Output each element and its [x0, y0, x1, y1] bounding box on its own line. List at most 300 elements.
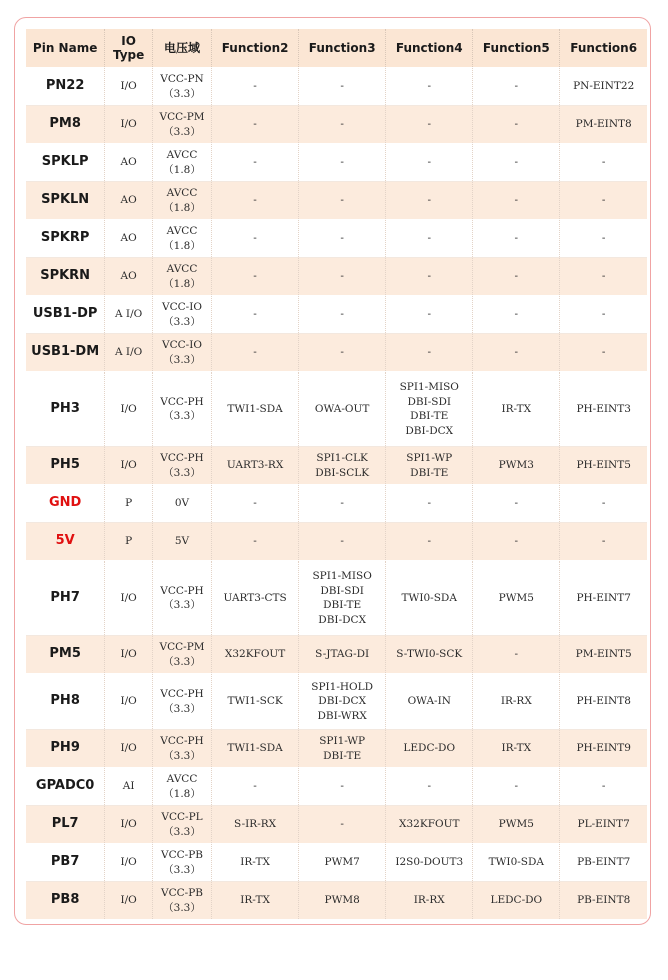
- cell-function2: [212, 768, 299, 806]
- function-signal: TWI0-SDA: [488, 856, 544, 869]
- cell-function2: [212, 334, 299, 372]
- cell-function2: [212, 674, 299, 730]
- cell-function6: [560, 182, 647, 220]
- table-row: [26, 182, 647, 220]
- function-signal: -: [601, 156, 606, 169]
- cell-function4: [386, 258, 473, 296]
- table-row: [26, 296, 647, 334]
- voltage-domain-level: （1.8）: [163, 239, 201, 252]
- cell-function3: [299, 882, 386, 920]
- function-signal: IR-RX: [413, 894, 445, 907]
- function-signal: DBI-SDI: [407, 395, 452, 408]
- cell-io-type: AO: [105, 144, 153, 182]
- cell-pin-name: USB1-DP: [26, 296, 105, 334]
- cell-function6: [560, 372, 647, 447]
- function-signal: -: [253, 118, 257, 131]
- cell-function4: [386, 730, 473, 768]
- function-signal: -: [514, 497, 519, 510]
- voltage-domain-name: VCC-PM: [159, 111, 205, 123]
- voltage-domain-name: AVCC: [166, 149, 198, 161]
- function-signal: DBI-SDI: [320, 584, 364, 597]
- cell-function6: [560, 844, 647, 882]
- voltage-domain-level: （3.3）: [163, 702, 201, 715]
- voltage-domain-level: （1.8）: [163, 277, 201, 290]
- voltage-domain-name: VCC-PH: [160, 584, 204, 597]
- cell-voltage-domain: [152, 674, 211, 730]
- table-row: [26, 674, 647, 730]
- voltage-domain-level: （3.3）: [163, 353, 201, 366]
- function-signal: SPI1-WP: [319, 735, 366, 747]
- table-row: [26, 806, 647, 844]
- cell-function4: [386, 220, 473, 258]
- pin-table-card: [14, 17, 651, 925]
- cell-function6: [560, 296, 647, 334]
- cell-voltage-domain: [152, 106, 211, 144]
- cell-voltage-domain: [152, 220, 211, 258]
- function-signal: PB-EINT7: [577, 856, 631, 869]
- function-signal: PB-EINT8: [577, 894, 631, 907]
- table-row: [26, 730, 647, 768]
- function-signal: I2S0-DOUT3: [395, 856, 464, 869]
- voltage-domain-level: （3.3）: [163, 87, 201, 100]
- voltage-domain-level: （3.3）: [163, 125, 201, 138]
- cell-function2: [212, 636, 299, 674]
- cell-function3: [299, 144, 386, 182]
- function-signal: -: [601, 346, 606, 359]
- header-io-type: IO Type: [105, 29, 153, 68]
- cell-function2: [212, 447, 299, 485]
- cell-voltage-domain: [152, 523, 211, 561]
- function-signal: -: [253, 270, 257, 283]
- cell-function2: [212, 258, 299, 296]
- cell-pin-name: SPKRP: [26, 220, 105, 258]
- voltage-domain-level: （3.3）: [163, 315, 201, 328]
- cell-function6: [560, 485, 647, 523]
- function-signal: UART3-RX: [226, 459, 284, 472]
- function-signal: UART3-CTS: [223, 591, 287, 604]
- cell-function4: [386, 561, 473, 636]
- function-signal: SPI1-CLK: [316, 452, 368, 464]
- cell-io-type: AI: [105, 768, 153, 806]
- cell-io-type: I/O: [105, 674, 153, 730]
- function-signal: LEDC-DO: [403, 742, 456, 755]
- function-signal: -: [340, 818, 344, 831]
- cell-function5: [473, 882, 560, 920]
- table-row: [26, 447, 647, 485]
- cell-voltage-domain: [152, 485, 211, 523]
- cell-function3: [299, 296, 386, 334]
- cell-function5: [473, 806, 560, 844]
- function-signal: PH-EINT9: [576, 742, 631, 755]
- cell-function3: [299, 844, 386, 882]
- function-signal: PN-EINT22: [573, 80, 635, 93]
- cell-function5: [473, 334, 560, 372]
- cell-function5: [473, 447, 560, 485]
- function-signal: PWM8: [324, 894, 360, 907]
- voltage-domain-level: （3.3）: [163, 466, 201, 479]
- cell-function5: [473, 220, 560, 258]
- function-signal: -: [253, 535, 257, 548]
- function-signal: -: [514, 780, 519, 793]
- function-signal: -: [253, 308, 257, 321]
- function-signal: -: [253, 346, 257, 359]
- cell-function4: [386, 636, 473, 674]
- cell-function5: [473, 523, 560, 561]
- cell-voltage-domain: [152, 806, 211, 844]
- cell-function3: [299, 561, 386, 636]
- function-signal: -: [427, 270, 432, 283]
- header-voltage-domain: 电压域: [152, 29, 211, 68]
- function-signal: IR-TX: [240, 856, 270, 869]
- function-signal: -: [514, 270, 519, 283]
- cell-function3: [299, 636, 386, 674]
- function-signal: PWM3: [498, 459, 534, 472]
- cell-pin-name: PB8: [26, 882, 105, 920]
- cell-function5: [473, 636, 560, 674]
- cell-io-type: P: [105, 523, 153, 561]
- cell-function3: [299, 806, 386, 844]
- function-signal: LEDC-DO: [490, 894, 543, 907]
- table-row: [26, 258, 647, 296]
- voltage-domain-level: （3.3）: [163, 863, 201, 876]
- function-signal: -: [340, 780, 344, 793]
- function-signal: TWI1-SCK: [227, 695, 283, 708]
- cell-function5: [473, 730, 560, 768]
- function-signal: DBI-DCX: [405, 424, 454, 437]
- cell-io-type: I/O: [105, 636, 153, 674]
- cell-function4: [386, 296, 473, 334]
- function-signal: PWM5: [498, 818, 534, 831]
- cell-function3: [299, 68, 386, 106]
- cell-pin-name: PM5: [26, 636, 105, 674]
- cell-voltage-domain: [152, 844, 211, 882]
- cell-function6: [560, 144, 647, 182]
- voltage-domain-name: AVCC: [166, 773, 198, 785]
- cell-function4: [386, 372, 473, 447]
- cell-io-type: A I/O: [105, 334, 153, 372]
- cell-io-type: I/O: [105, 844, 153, 882]
- cell-function3: [299, 447, 386, 485]
- function-signal: PM-EINT5: [575, 648, 632, 661]
- table-row: [26, 106, 647, 144]
- table-row: [26, 561, 647, 636]
- function-signal: -: [427, 80, 432, 93]
- function-signal: -: [427, 232, 432, 245]
- cell-function2: [212, 296, 299, 334]
- cell-voltage-domain: [152, 144, 211, 182]
- cell-pin-name: PB7: [26, 844, 105, 882]
- function-signal: -: [514, 232, 519, 245]
- cell-function6: [560, 674, 647, 730]
- cell-function3: [299, 334, 386, 372]
- function-signal: -: [601, 535, 606, 548]
- function-signal: IR-TX: [240, 894, 270, 907]
- function-signal: DBI-DCX: [318, 613, 367, 626]
- cell-voltage-domain: [152, 334, 211, 372]
- cell-function2: [212, 561, 299, 636]
- function-signal: IR-RX: [500, 695, 532, 708]
- cell-function2: [212, 106, 299, 144]
- function-signal: -: [340, 156, 344, 169]
- cell-io-type: AO: [105, 220, 153, 258]
- cell-io-type: I/O: [105, 68, 153, 106]
- function-signal: SPI1-HOLD: [311, 680, 374, 693]
- voltage-domain-name: VCC-IO: [162, 301, 202, 313]
- table-row: [26, 882, 647, 920]
- function-signal: PWM7: [324, 856, 360, 869]
- function-signal: -: [340, 80, 344, 93]
- cell-voltage-domain: [152, 768, 211, 806]
- table-row: [26, 844, 647, 882]
- function-signal: -: [514, 118, 519, 131]
- function-signal: -: [427, 156, 432, 169]
- cell-function6: [560, 447, 647, 485]
- cell-io-type: A I/O: [105, 296, 153, 334]
- cell-function4: [386, 523, 473, 561]
- function-signal: -: [253, 156, 257, 169]
- cell-function5: [473, 106, 560, 144]
- function-signal: DBI-SCLK: [315, 466, 370, 479]
- cell-function3: [299, 674, 386, 730]
- cell-io-type: AO: [105, 258, 153, 296]
- cell-function4: [386, 334, 473, 372]
- header-function5: Function5: [473, 29, 560, 68]
- function-signal: -: [427, 194, 432, 207]
- table-row: [26, 144, 647, 182]
- cell-function4: [386, 806, 473, 844]
- header-function6: Function6: [560, 29, 647, 68]
- function-signal: TWI1-SDA: [227, 742, 283, 755]
- function-signal: DBI-TE: [410, 466, 449, 479]
- voltage-domain-name: VCC-PH: [160, 688, 204, 700]
- table-row: [26, 334, 647, 372]
- table-row: [26, 523, 647, 561]
- cell-function6: [560, 258, 647, 296]
- function-signal: SPI1-MISO: [399, 381, 459, 393]
- function-signal: -: [514, 346, 519, 359]
- function-signal: -: [514, 308, 519, 321]
- cell-io-type: I/O: [105, 106, 153, 144]
- voltage-domain-level: （1.8）: [163, 163, 201, 176]
- function-signal: -: [340, 346, 344, 359]
- voltage-domain-name: 5V: [174, 535, 190, 548]
- function-signal: PH-EINT3: [576, 402, 631, 415]
- cell-function3: [299, 768, 386, 806]
- voltage-domain-level: （3.3）: [163, 901, 201, 914]
- function-signal: -: [253, 80, 257, 93]
- function-signal: PL-EINT7: [577, 818, 630, 831]
- voltage-domain-name: VCC-PH: [160, 735, 204, 747]
- cell-function3: [299, 485, 386, 523]
- cell-pin-name: SPKRN: [26, 258, 105, 296]
- function-signal: -: [514, 194, 519, 207]
- cell-function6: [560, 106, 647, 144]
- function-signal: DBI-TE: [323, 599, 362, 611]
- cell-function5: [473, 296, 560, 334]
- function-signal: -: [340, 232, 344, 245]
- cell-pin-name: PN22: [26, 68, 105, 106]
- header-function3: Function3: [299, 29, 386, 68]
- cell-pin-name: PL7: [26, 806, 105, 844]
- cell-function2: [212, 68, 299, 106]
- voltage-domain-name: VCC-PH: [160, 452, 204, 464]
- header-pin-name: Pin Name: [26, 29, 105, 68]
- function-signal: S-JTAG-DI: [315, 648, 370, 661]
- cell-pin-name: GPADC0: [26, 768, 105, 806]
- cell-function5: [473, 844, 560, 882]
- voltage-domain-name: AVCC: [166, 187, 198, 199]
- cell-function4: [386, 182, 473, 220]
- voltage-domain-level: （3.3）: [163, 599, 201, 611]
- function-signal: IR-TX: [501, 402, 532, 415]
- function-signal: -: [253, 780, 257, 793]
- function-signal: -: [340, 497, 344, 510]
- cell-function2: [212, 372, 299, 447]
- cell-function4: [386, 844, 473, 882]
- cell-pin-name: PH7: [26, 561, 105, 636]
- cell-function6: [560, 730, 647, 768]
- cell-function2: [212, 523, 299, 561]
- function-signal: PM-EINT8: [575, 118, 632, 131]
- function-signal: DBI-WRX: [317, 709, 367, 722]
- cell-pin-name: PH9: [26, 730, 105, 768]
- cell-pin-name: PM8: [26, 106, 105, 144]
- cell-io-type: I/O: [105, 372, 153, 447]
- cell-function3: [299, 182, 386, 220]
- function-signal: -: [253, 194, 257, 207]
- cell-function5: [473, 258, 560, 296]
- cell-function5: [473, 674, 560, 730]
- voltage-domain-level: （1.8）: [163, 787, 201, 800]
- cell-function6: [560, 523, 647, 561]
- cell-io-type: P: [105, 485, 153, 523]
- voltage-domain-name: VCC-PB: [161, 887, 203, 899]
- table-header-row: [26, 29, 647, 68]
- table-row: [26, 220, 647, 258]
- function-signal: -: [427, 346, 432, 359]
- cell-function4: [386, 106, 473, 144]
- function-signal: S-IR-RX: [234, 818, 277, 831]
- cell-function6: [560, 882, 647, 920]
- cell-function3: [299, 258, 386, 296]
- cell-function6: [560, 220, 647, 258]
- voltage-domain-name: 0V: [174, 497, 190, 510]
- function-signal: TWI0-SDA: [401, 591, 457, 604]
- voltage-domain-level: （1.8）: [163, 201, 201, 214]
- cell-io-type: I/O: [105, 447, 153, 485]
- function-signal: -: [601, 497, 606, 510]
- function-signal: X32KFOUT: [399, 818, 460, 831]
- function-signal: -: [514, 156, 519, 169]
- voltage-domain-name: AVCC: [166, 225, 198, 237]
- cell-io-type: I/O: [105, 806, 153, 844]
- cell-function4: [386, 68, 473, 106]
- cell-function3: [299, 106, 386, 144]
- cell-function2: [212, 144, 299, 182]
- cell-pin-name: PH3: [26, 372, 105, 447]
- cell-function4: [386, 144, 473, 182]
- function-signal: X32KFOUT: [224, 648, 286, 661]
- cell-function5: [473, 372, 560, 447]
- cell-function2: [212, 220, 299, 258]
- voltage-domain-level: （3.3）: [163, 749, 201, 762]
- header-function2: Function2: [212, 29, 299, 68]
- cell-pin-name: 5V: [26, 523, 105, 561]
- cell-pin-name: PH8: [26, 674, 105, 730]
- function-signal: DBI-TE: [323, 749, 362, 762]
- cell-function5: [473, 182, 560, 220]
- function-signal: -: [601, 308, 606, 321]
- cell-function3: [299, 372, 386, 447]
- cell-function5: [473, 561, 560, 636]
- cell-voltage-domain: [152, 296, 211, 334]
- cell-io-type: I/O: [105, 882, 153, 920]
- function-signal: SPI1-WP: [406, 452, 453, 464]
- cell-function3: [299, 730, 386, 768]
- table-row: [26, 372, 647, 447]
- cell-function6: [560, 68, 647, 106]
- cell-voltage-domain: [152, 882, 211, 920]
- cell-pin-name: PH5: [26, 447, 105, 485]
- header-function4: Function4: [386, 29, 473, 68]
- cell-function6: [560, 806, 647, 844]
- function-signal: -: [601, 270, 606, 283]
- voltage-domain-name: VCC-PB: [161, 849, 203, 861]
- cell-function4: [386, 674, 473, 730]
- cell-voltage-domain: [152, 182, 211, 220]
- cell-pin-name: SPKLN: [26, 182, 105, 220]
- function-signal: -: [427, 780, 432, 793]
- function-signal: IR-TX: [501, 742, 532, 755]
- cell-function3: [299, 523, 386, 561]
- function-signal: -: [427, 118, 432, 131]
- cell-function6: [560, 334, 647, 372]
- cell-function2: [212, 730, 299, 768]
- cell-voltage-domain: [152, 636, 211, 674]
- cell-voltage-domain: [152, 258, 211, 296]
- function-signal: DBI-TE: [410, 410, 449, 422]
- function-signal: -: [514, 648, 519, 661]
- cell-voltage-domain: [152, 561, 211, 636]
- function-signal: -: [601, 232, 606, 245]
- cell-function6: [560, 636, 647, 674]
- cell-function5: [473, 485, 560, 523]
- cell-function2: [212, 806, 299, 844]
- function-signal: PH-EINT5: [576, 459, 631, 472]
- function-signal: -: [514, 80, 519, 93]
- cell-function2: [212, 182, 299, 220]
- voltage-domain-name: AVCC: [166, 263, 198, 275]
- function-signal: -: [514, 535, 519, 548]
- voltage-domain-name: VCC-IO: [162, 339, 202, 351]
- cell-voltage-domain: [152, 447, 211, 485]
- function-signal: -: [427, 535, 432, 548]
- function-signal: DBI-DCX: [318, 695, 367, 708]
- cell-function4: [386, 485, 473, 523]
- voltage-domain-name: VCC-PL: [161, 811, 203, 823]
- function-signal: -: [253, 232, 257, 245]
- function-signal: -: [340, 535, 344, 548]
- function-signal: S-TWI0-SCK: [396, 648, 463, 661]
- function-signal: PH-EINT8: [576, 695, 631, 708]
- function-signal: OWA-IN: [407, 695, 451, 708]
- voltage-domain-level: （3.3）: [163, 655, 201, 668]
- voltage-domain-level: （3.3）: [163, 825, 201, 838]
- cell-pin-name: USB1-DM: [26, 334, 105, 372]
- function-signal: SPI1-MISO: [312, 570, 372, 582]
- table-row: [26, 485, 647, 523]
- function-signal: -: [427, 308, 432, 321]
